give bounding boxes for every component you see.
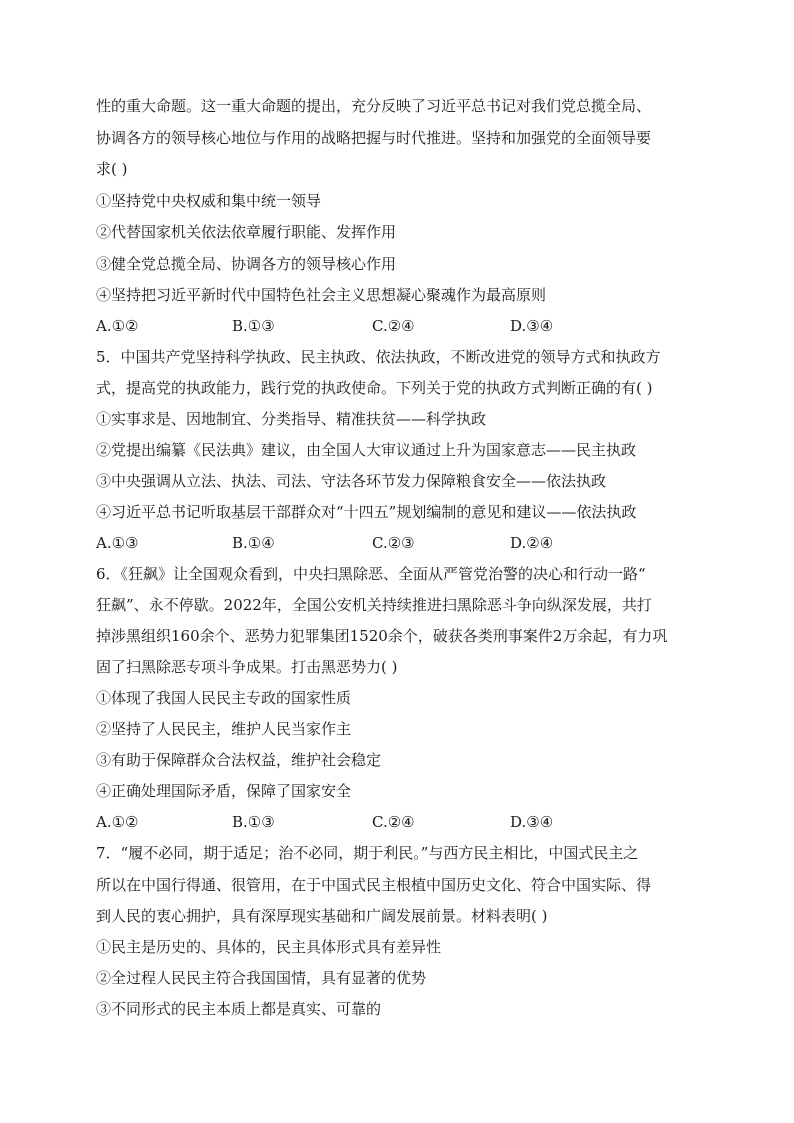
q7-item: ③不同形式的民主本质上都是真实、可靠的 <box>96 1000 382 1018</box>
q4-option-c: C.②④ <box>372 317 415 335</box>
q4-item: ②代替国家机关依法依章履行职能、发挥作用 <box>96 223 397 241</box>
q6-stem-line: 掉涉黑组织160余个、恶势力犯罪集团1520余个，破获各类刑事案件2万余起，有力巩 <box>96 627 668 645</box>
q6-options <box>96 812 716 832</box>
q4-stem-line: 求( ) <box>96 160 128 178</box>
q6-stem-line: 狂飙”、永不停歇。2022年，全国公安机关持续推进扫黑除恶斗争向纵深发展，共打 <box>96 596 652 614</box>
q7-item: ②全过程人民民主符合我国国情，具有显著的优势 <box>96 969 427 987</box>
q6-item: ④正确处理国际矛盾，保障了国家安全 <box>96 782 352 800</box>
q5-stem-line: 5．中国共产党坚持科学执政、民主执政、依法执政，不断改进党的领导方式和执政方 <box>96 348 661 366</box>
q7-item: ①民主是历史的、具体的，民主具体形式具有差异性 <box>96 938 442 956</box>
q6-item: ③有助于保障群众合法权益，维护社会稳定 <box>96 751 382 769</box>
q4-stem-line: 协调各方的领导核心地位与作用的战略把握与时代推进。坚持和加强党的全面领导要 <box>96 129 652 147</box>
q6-item: ②坚持了人民民主，维护人民当家作主 <box>96 720 352 738</box>
q4-item: ④坚持把习近平新时代中国特色社会主义思想凝心聚魂作为最高原则 <box>96 286 547 304</box>
q6-stem-line: 6．《狂飙》让全国观众看到，中央扫黑除恶、全面从严管党治警的决心和行动一路“ <box>96 565 646 583</box>
q6-item: ①体现了我国人民民主专政的国家性质 <box>96 689 352 707</box>
q4-option-a: A.①② <box>96 317 139 335</box>
q6-option-a: A.①② <box>96 813 139 831</box>
q6-option-b: B.①③ <box>232 813 275 831</box>
q7-stem-line: 到人民的衷心拥护，具有深厚现实基础和广阔发展前景。材料表明( ) <box>96 907 548 925</box>
q4-stem-line: 性的重大命题。这一重大命题的提出，充分反映了习近平总书记对我们党总揽全局、 <box>96 97 652 115</box>
q5-options <box>96 533 716 553</box>
q5-option-d: D.②④ <box>510 534 554 552</box>
q7-stem-line: 7．“履不必同，期于适足；治不必同，期于利民。”与西方民主相比，中国式民主之 <box>96 844 639 862</box>
q5-item: ①实事求是、因地制宜、分类指导、精准扶贫——科学执政 <box>96 410 487 428</box>
q5-item: ③中央强调从立法、执法、司法、守法各环节发力保障粮食安全——依法执政 <box>96 472 607 490</box>
q5-item: ②党提出编纂《民法典》建议，由全国人大审议通过上升为国家意志——民主执政 <box>96 441 637 459</box>
q5-item: ④习近平总书记听取基层干部群众对“十四五”规划编制的意见和建议——依法执政 <box>96 503 637 521</box>
q6-stem-line: 固了扫黑除恶专项斗争成果。打击黑恶势力( ) <box>96 658 398 676</box>
q4-option-d: D.③④ <box>510 317 554 335</box>
q4-item: ③健全党总揽全局、协调各方的领导核心作用 <box>96 255 397 273</box>
q4-options <box>96 316 716 336</box>
q7-stem-line: 所以在中国行得通、很管用，在于中国式民主根植中国历史文化、符合中国实际、得 <box>96 876 652 894</box>
q6-option-d: D.③④ <box>510 813 554 831</box>
q5-option-c: C.②③ <box>372 534 415 552</box>
q5-option-b: B.①④ <box>232 534 275 552</box>
q4-option-b: B.①③ <box>232 317 275 335</box>
q5-stem-line: 式，提高党的执政能力，践行党的执政使命。下列关于党的执政方式判断正确的有( ) <box>96 379 653 397</box>
q5-option-a: A.①③ <box>96 534 139 552</box>
q4-item: ①坚持党中央权威和集中统一领导 <box>96 192 322 210</box>
q6-option-c: C.②④ <box>372 813 415 831</box>
